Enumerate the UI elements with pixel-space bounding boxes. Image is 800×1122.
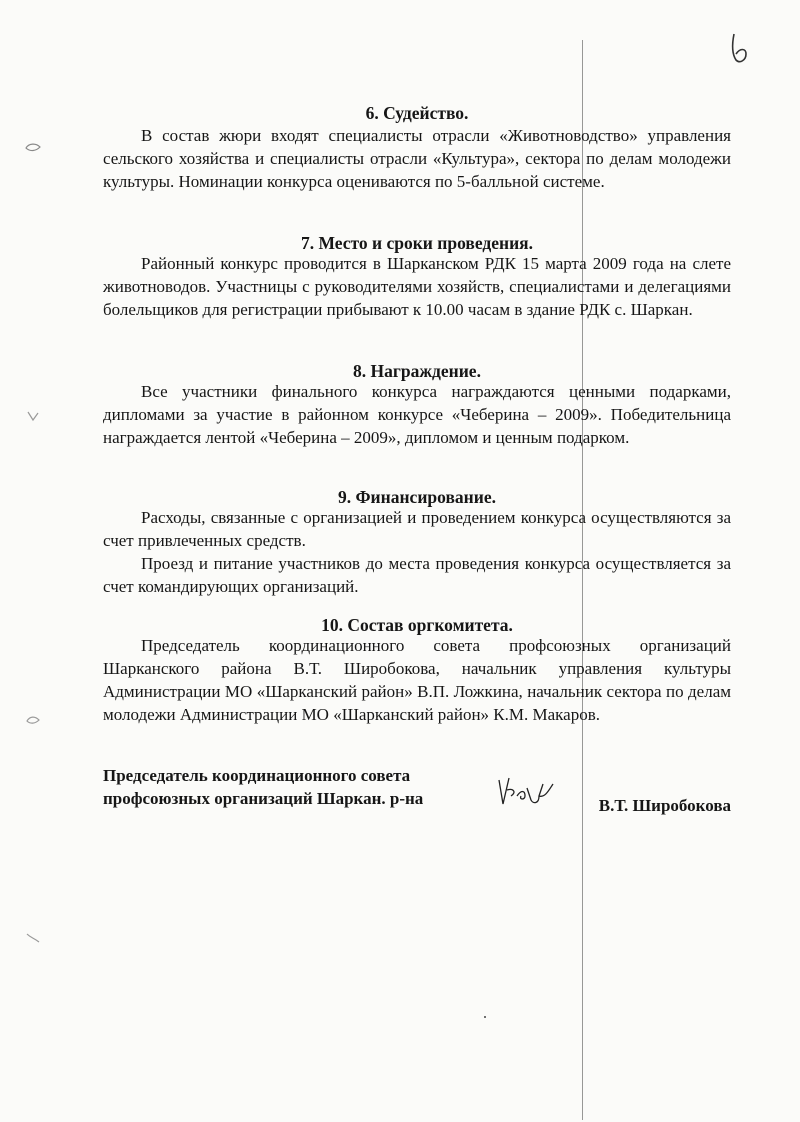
signatory-name: В.Т. Широбокова bbox=[598, 796, 731, 815]
signatory-title-line: профсоюзных организаций Шаркан. р-на bbox=[103, 789, 424, 808]
section-heading: 10. Состав оргкомитета. bbox=[321, 615, 513, 635]
section-heading: 8. Награждение. bbox=[353, 361, 481, 381]
scan-speck bbox=[484, 1016, 486, 1018]
paragraph: Проезд и питание участников до места проведения конкурса осуществляется за счет командирующих организаций. bbox=[103, 554, 731, 596]
paragraph: Расходы, связанные с организацией и проведением конкурса осуществляются за счет привлеченных средств. bbox=[103, 508, 731, 550]
punch-hole-mark bbox=[24, 930, 42, 946]
signatory-title-line: Председатель координационного совета bbox=[103, 766, 411, 785]
punch-hole-mark bbox=[24, 712, 42, 728]
paragraph: В состав жюри входят специалисты отрасли «Животноводство» управления сельского хозяйства и специалисты отрасли «Культура», сектора по делам молодежи культуры. Номинации конкурса оцениваются по 5-балльной системе. bbox=[103, 126, 731, 191]
signatory-title bbox=[103, 764, 483, 810]
paragraph: Районный конкурс проводится в Шарканском РДК 15 марта 2009 года на слете животноводов. Участницы с руководителями хозяйств, специалистами и делегациями болельщиков для регистрации прибывают к 10.00 часам в здание РДК с. Шаркан. bbox=[103, 254, 731, 319]
handwritten-page-number bbox=[728, 30, 754, 66]
paragraph: Председатель координационного совета профсоюзных организаций Шарканского района В.Т. Широбокова, начальник управления культуры Администрации МО «Шарканский район» В.П. Ложкина, начальник сектора по делам молодежи Администрации МО «Шарканский район» К.М. Макаров. bbox=[103, 636, 731, 724]
paragraph: Все участники финального конкурса награждаются ценными подарками, дипломами за участие в районном конкурсе «Чеберина – 2009». Победительница награждается лентой «Чеберина – 2009», дипломом и ценным подарком. bbox=[103, 382, 731, 447]
punch-hole-mark bbox=[24, 140, 42, 156]
section-heading: 6. Судейство. bbox=[365, 103, 469, 123]
section-heading: 9. Финансирование. bbox=[338, 487, 496, 507]
punch-hole-mark bbox=[24, 408, 42, 424]
handwritten-signature bbox=[495, 770, 555, 810]
signature-block bbox=[103, 764, 731, 824]
section-heading: 7. Место и сроки проведения. bbox=[300, 233, 534, 253]
